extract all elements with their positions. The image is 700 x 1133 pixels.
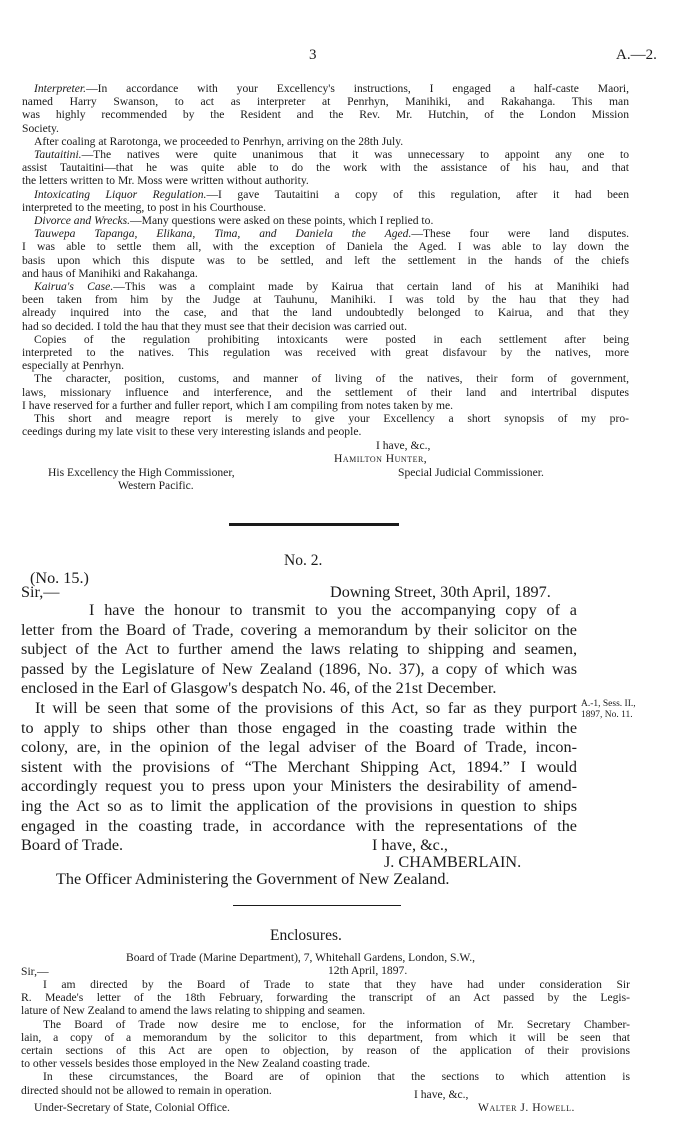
despatch-body [21, 601, 577, 856]
addressee-line-1: His Excellency the High Commissioner, [48, 466, 235, 479]
enclosure-body [21, 978, 630, 1097]
text-line: It will be seen that some of the provisions of this Act, so far as they purport [35, 698, 577, 717]
text-line: interpreted to the natives. This regulation was received with great disfavour by the natives, more [22, 346, 629, 360]
text-line: I was able to settle them all, with the exception of Daniela the Aged. I was able to lay down the [22, 240, 629, 254]
text-line: I am directed by the Board of Trade to state that they have had under consideration Sir [43, 978, 630, 991]
text-line: Tautaitini.—The natives were quite unanimous that it was unnecessary to appoint any one to [34, 148, 629, 162]
text-line: The Board of Trade now desire me to enclose, for the information of Mr. Secretary Chamber- [43, 1017, 630, 1031]
section-divider [229, 523, 399, 526]
signature-hunter: Hamilton Hunter, [334, 452, 428, 465]
text-line: Interpreter.—In accordance with your Excellency's instructions, I engaged a half-caste Maori, [34, 82, 629, 95]
text-line: engaged in the coasting trade, in accordance with the representations of the [21, 816, 577, 835]
text-line: assist Tautaitini—that he was quite able to do the work with the assistance of his hau, and that [22, 161, 629, 175]
text-line: In these circumstances, the Board are of opinion that the sections to which attention is [43, 1070, 630, 1084]
text-line: was highly recommended by the Resident and the Rev. Mr. Hutchin, of the London Mission [22, 108, 629, 122]
letter-number-heading: No. 2. [284, 552, 323, 569]
page-number: 3 [309, 47, 317, 63]
text-line: sistent with the provisions of “The Merchant Shipping Act, 1894.” I would [21, 757, 577, 776]
margin-note-1: A.-1, Sess. II., [581, 699, 636, 709]
signature-chamberlain: J. CHAMBERLAIN. [384, 853, 522, 871]
report-body [22, 82, 629, 438]
closing-line: I have, &c., [376, 439, 431, 452]
text-line: Kairua's Case.—This was a complaint made by Kairua that certain land of his at Manihiki had [34, 280, 629, 294]
text-line: Society. [22, 121, 59, 135]
enclosure-salutation: Sir,— [21, 965, 49, 978]
text-line: certain sections of this Act are open to objection, by reason of the application of their provisions [21, 1044, 630, 1058]
signature-howell: Walter J. Howell. [478, 1101, 575, 1114]
text-line: accordingly request you to press upon your Ministers the desirability of amend- [21, 777, 577, 796]
text-line: especially at Penrhyn. [22, 359, 125, 373]
text-line: The character, position, customs, and manner of living of the natives, their form of government, [34, 372, 629, 386]
text-line: Board of Trade. [21, 836, 124, 855]
document-reference: A.—2. [616, 47, 657, 63]
text-line: After coaling at Rarotonga, we proceeded to Penrhyn, arriving on the 28th July. [34, 134, 404, 148]
enclosure-addressee: Under-Secretary of State, Colonial Office. [34, 1101, 230, 1114]
addressee-officer: The Officer Administering the Government of New Zealand. [56, 870, 450, 888]
text-line: Divorce and Wrecks.—Many questions were asked on these points, which I replied to. [34, 214, 434, 228]
text-line: to apply to ships other than those engaged in the coasting trade within the [21, 718, 577, 737]
place-date: Downing Street, 30th April, 1897. [330, 583, 551, 601]
enclosure-address: Board of Trade (Marine Department), 7, Whitehall Gardens, London, S.W., [126, 951, 476, 964]
margin-note-2: 1897, No. 11. [581, 710, 633, 720]
text-line: directed should not be allowed to remain in operation. [21, 1083, 272, 1097]
text-line: Tauwepa Tapanga, Elikana, Tima, and Daniela the Aged.—These four were land disputes. [34, 227, 629, 241]
text-line: the letters written to Mr. Moss were written without authority. [22, 174, 309, 188]
addressee-line-2: Western Pacific. [118, 479, 194, 492]
text-line: interpreted to the meeting, to post in his Courthouse. [22, 200, 267, 214]
text-line: had so decided. I told the hau that they must see that their decision was carried out. [22, 319, 408, 333]
text-line: Intoxicating Liquor Regulation.—I gave Tautaitini a copy of this regulation, after it had been [34, 187, 629, 201]
signature-title: Special Judicial Commissioner. [398, 466, 544, 479]
text-line: ing the Act so as to limit the application of the provisions in question to ships [21, 796, 577, 815]
text-line: enclosed in the Earl of Glasgow's despatch No. 46, of the 21st December. [21, 679, 497, 698]
text-line: colony, are, in the opinion of the legal adviser of the Board of Trade, incon- [21, 738, 577, 757]
text-line: passed by the Legislature of New Zealand (1896, No. 37), a copy of which was [21, 659, 577, 678]
enclosure-closing: I have, &c., [414, 1088, 469, 1101]
text-line: already inquired into the case, and that the land undoubtedly belonged to Kairua, and that they [22, 306, 629, 320]
closing-line-2: I have, &c., [372, 836, 448, 854]
text-line: This short and meagre report is merely to give your Excellency a short synopsis of my pro- [34, 412, 629, 426]
text-line: named Harry Swanson, to act as interpreter at Penrhyn, Manihiki, and Rakahanga. This man [22, 95, 629, 109]
text-line: lain, a copy of a memorandum by the solicitor to this department, from which it will be seen that [21, 1030, 630, 1044]
text-line: laws, missionary influence and interference, and the settlement of their land and intertribal disputes [22, 385, 629, 399]
text-line: lature of New Zealand to amend the laws relating to shipping and seamen. [21, 1004, 366, 1018]
text-line: basis upon which this dispute was to be settled, and left the settlement in the hands of the chiefs [22, 253, 629, 267]
text-line: been taken from him by the Judge at Tauhunu, Manihiki. I was told by the hau that they had [22, 293, 629, 307]
text-line: subject of the Act to further amend the laws relating to shipping and seamen, [21, 640, 577, 659]
salutation: Sir,— [21, 583, 60, 601]
enclosures-heading: Enclosures. [270, 927, 342, 944]
section-divider-2 [233, 905, 401, 906]
text-line: R. Meade's letter of the 18th February, forwarding the transcript of an Act passed by the Legis- [21, 991, 630, 1005]
text-line: ceedings during my late visit to these very interesting islands and people. [22, 425, 362, 439]
enclosure-date: 12th April, 1897. [328, 964, 408, 977]
text-line: to other vessels besides those employed in the New Zealand coasting trade. [21, 1057, 371, 1071]
text-line: Copies of the regulation prohibiting intoxicants were posted in each settlement after being [34, 332, 629, 346]
text-line: and haus of Manihiki and Rakahanga. [22, 266, 198, 280]
text-line: letter from the Board of Trade, covering a memorandum by their solicitor on the [21, 620, 577, 639]
text-line: I have reserved for a further and fuller report, which I am compiling from notes taken by me. [22, 398, 454, 412]
text-line: I have the honour to transmit to you the accompanying copy of a [89, 601, 577, 619]
despatch-ref: (No. 15.) [30, 569, 89, 587]
